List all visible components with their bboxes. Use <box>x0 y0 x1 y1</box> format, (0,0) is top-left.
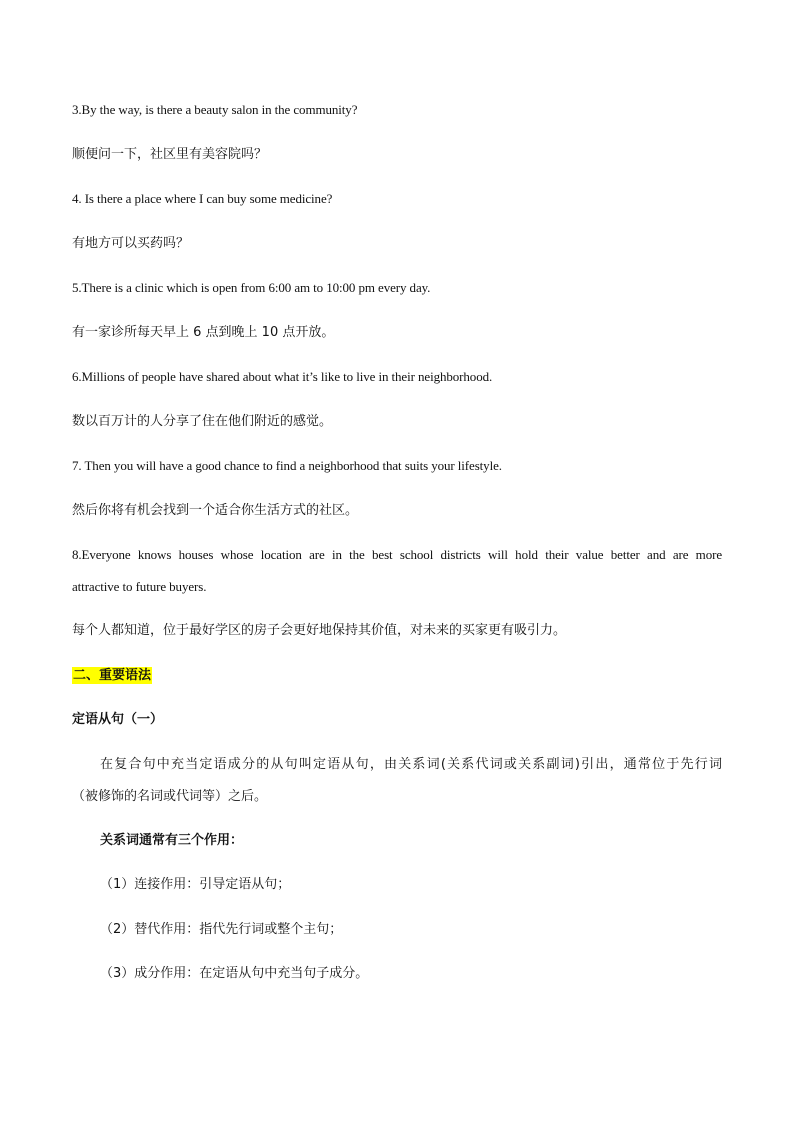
sentence-5-english: 5.There is a clinic which is open from 6:00 am to 10:00 pm every day. <box>72 280 431 295</box>
sentence-5-chinese: 有一家诊所每天早上 6 点到晚上 10 点开放。 <box>72 325 335 340</box>
sentence-4-chinese: 有地方可以买药吗？ <box>72 236 190 251</box>
sentence-8-english-line-1: 8.Everyone knows houses whose location are in the best school districts will hold their value better and are more <box>72 547 722 562</box>
section-heading <box>72 667 152 685</box>
role-item-3: （3）成分作用：在定语从句中充当句子成分。 <box>100 966 369 981</box>
sentence-6-english: 6.Millions of people have shared about what it’s like to live in their neighborhood. <box>72 369 493 384</box>
sentence-8-english-line-2: attractive to future buyers. <box>72 579 207 594</box>
definition-paragraph-line-1: 在复合句中充当定语成分的从句叫定语从句，由关系词(关系代词或关系副词)引出，通常位于先行词 <box>100 757 722 772</box>
relative-word-roles-title: 关系词通常有三个作用： <box>100 833 244 848</box>
role-item-1: （1）连接作用：引导定语从句； <box>100 877 291 892</box>
grammar-subheading: 定语从句（一） <box>72 712 164 727</box>
sentence-3-chinese: 顺便问一下，社区里有美容院吗？ <box>72 147 268 162</box>
sentence-7-chinese: 然后你将有机会找到一个适合你生活方式的社区。 <box>72 503 359 518</box>
section-heading-highlight: 二、重要语法 <box>73 668 152 683</box>
sentence-8-chinese: 每个人都知道，位于最好学区的房子会更好地保持其价值，对未来的买家更有吸引力。 <box>72 623 567 638</box>
sentence-7-english: 7. Then you will have a good chance to find a neighborhood that suits your lifestyle. <box>72 458 502 473</box>
sentence-3-english: 3.By the way, is there a beauty salon in the community? <box>72 102 358 117</box>
role-item-2: （2）替代作用：指代先行词或整个主句； <box>100 922 343 937</box>
sentence-6-chinese: 数以百万计的人分享了住在他们附近的感觉。 <box>72 414 333 429</box>
sentence-4-english: 4. Is there a place where I can buy some medicine? <box>72 191 333 206</box>
definition-paragraph-line-2: （被修饰的名词或代词等）之后。 <box>72 789 268 804</box>
